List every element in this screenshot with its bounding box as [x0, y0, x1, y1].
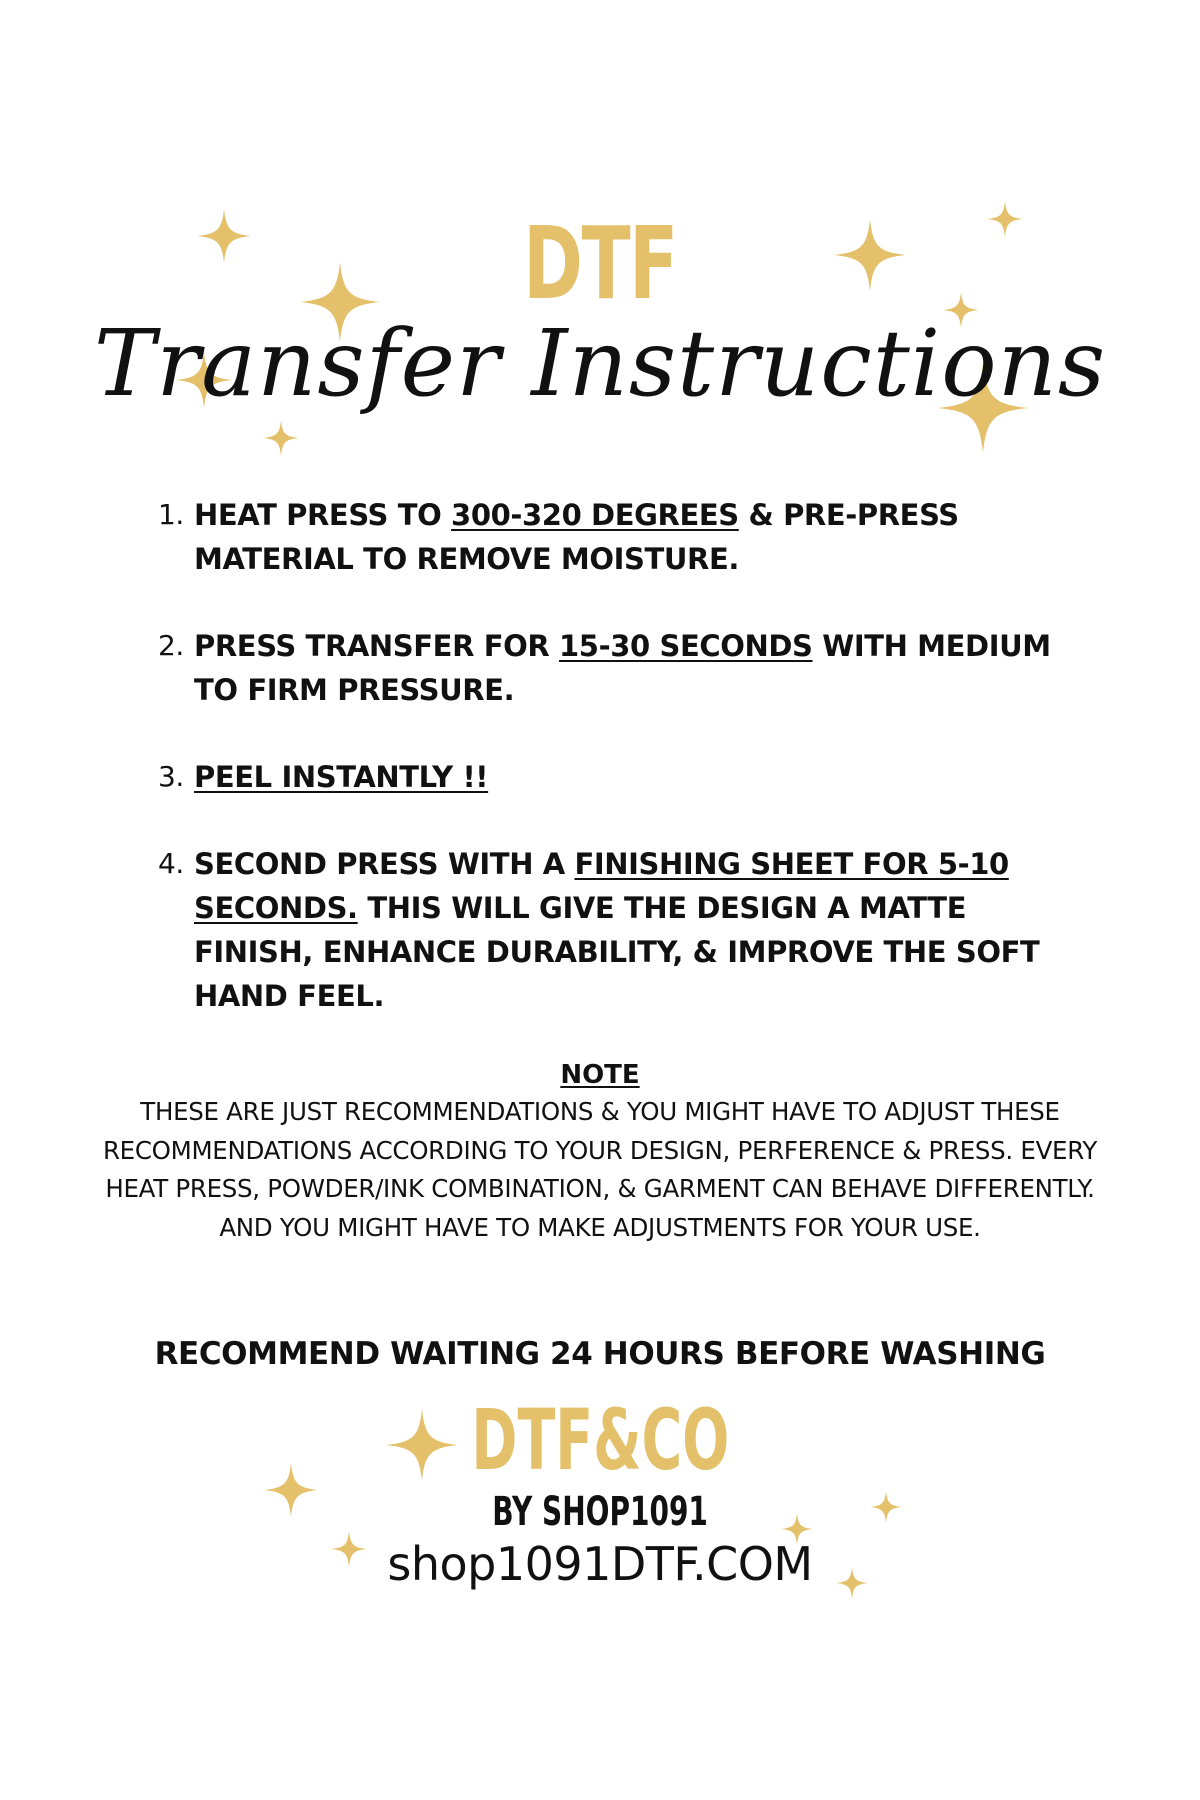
brand-name: DTF&CO	[471, 1391, 729, 1489]
note-body: THESE ARE JUST RECOMMENDATIONS & YOU MIGHT HAVE TO ADJUST THESE RECOMMENDATIONS ACCORDING TO YOUR DESIGN, PERFERENCE & PRESS. EVERY HEAT PRESS, POWDER/INK COMBINATION, & GARMENT CAN BEHAVE DIFFERENTLY. AND YOU MIGHT HAVE TO MAKE ADJUSTMENTS FOR YOUR USE.	[102, 1097, 1098, 1242]
step-text: WITH MEDIUM TO FIRM PRESSURE.	[194, 629, 1051, 707]
step-number: 3.	[158, 760, 184, 793]
step-text: HEAT PRESS TO	[194, 498, 452, 532]
step-emphasis: PEEL INSTANTLY !!	[194, 760, 489, 794]
step-text: & PRE-PRESS MATERIAL TO REMOVE MOISTURE.	[194, 498, 959, 576]
instruction-step-1	[158, 493, 1078, 581]
step-number: 4.	[158, 847, 184, 880]
note-section	[100, 1057, 1100, 1247]
step-emphasis: 15-30 SECONDS	[559, 629, 813, 663]
byline-text: BY SHOP1091	[492, 1489, 708, 1535]
instruction-list	[158, 493, 1078, 1018]
instruction-step-3	[158, 755, 1078, 799]
step-text: PRESS TRANSFER FOR	[194, 629, 560, 663]
step-emphasis: 300-320 DEGREES	[451, 498, 739, 532]
header-subtitle: Transfer Instructions	[93, 310, 1107, 417]
step-number: 2.	[158, 629, 184, 662]
step-emphasis: FINISHING SHEET FOR 5-10 SECONDS.	[194, 847, 1009, 925]
brand-byline	[0, 1489, 1200, 1535]
wash-notice: RECOMMEND WAITING 24 HOURS BEFORE WASHING	[154, 1336, 1046, 1372]
sparkle-star-icon	[263, 420, 299, 456]
step-text: THIS WILL GIVE THE DESIGN A MATTE FINISH, ENHANCE DURABILITY, & IMPROVE THE SOFT HAND FEEL.	[194, 891, 1040, 1013]
brand-logo	[0, 1391, 1200, 1489]
instruction-step-2	[158, 624, 1078, 712]
step-number: 1.	[158, 498, 184, 531]
website-url: shop1091DTF.COM	[387, 1537, 813, 1591]
instruction-step-4	[158, 842, 1078, 1018]
note-title: NOTE	[560, 1060, 640, 1090]
header-title: DTF	[523, 205, 677, 322]
step-text: SECOND PRESS WITH A	[194, 847, 575, 881]
